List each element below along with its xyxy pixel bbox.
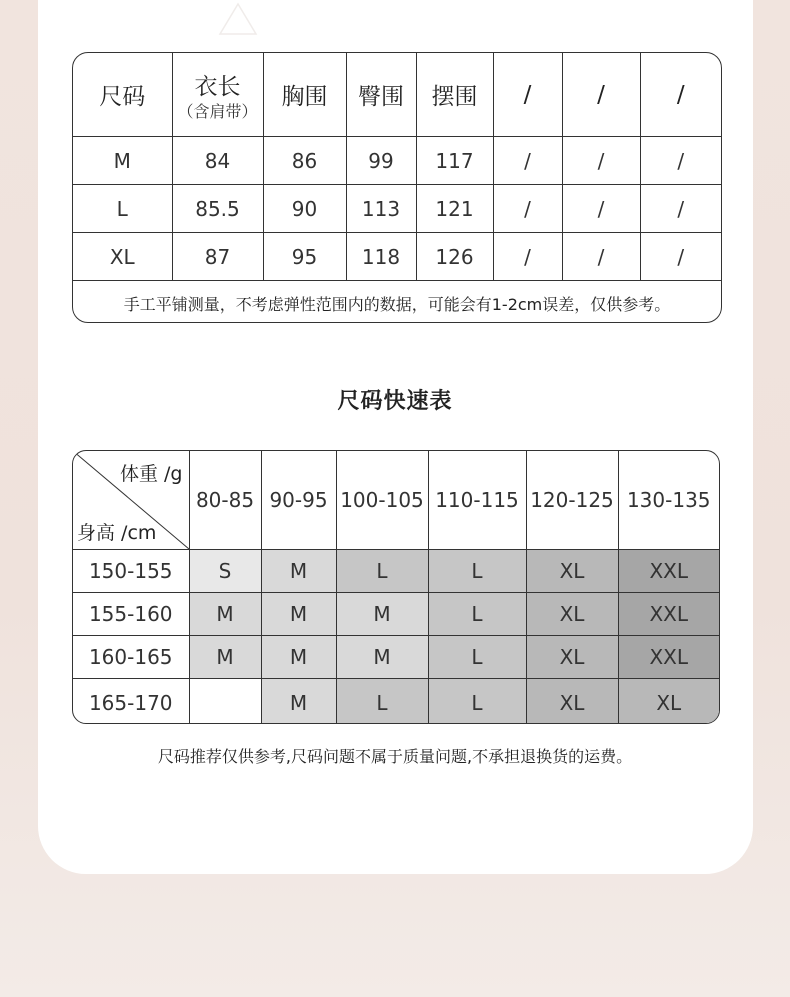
header-length-sub: （含肩带） (177, 101, 258, 121)
cell: / (562, 185, 640, 233)
size-cell: XL (526, 679, 618, 725)
cell: 126 (416, 233, 493, 281)
cell: / (562, 233, 640, 281)
size-cell: XL (526, 593, 618, 636)
header-chest: 胸围 (263, 53, 346, 137)
size-cell: L (336, 550, 428, 593)
header-length: 衣长 （含肩带） (172, 53, 263, 137)
corner-height-label: 身高 /cm (77, 522, 157, 544)
cell: / (562, 137, 640, 185)
cell: 90 (263, 185, 346, 233)
cell: / (493, 137, 562, 185)
cell: XL (73, 233, 172, 281)
table-row (73, 593, 719, 636)
height-cell: 165-170 (73, 679, 189, 725)
quick-header-row (73, 451, 719, 550)
header-empty-2: / (562, 53, 640, 137)
quick-table-note: 尺码推荐仅供参考,尺码问题不属于质量问题,不承担退换货的运费。 (157, 747, 633, 766)
cell: L (73, 185, 172, 233)
cell: 118 (346, 233, 416, 281)
size-cell: M (336, 636, 428, 679)
cell: / (640, 137, 721, 185)
measurement-note: 手工平铺测量，不考虑弹性范围内的数据，可能会有1-2cm误差，仅供参考。 (123, 294, 671, 314)
table-row (73, 233, 721, 281)
size-cell: L (428, 636, 526, 679)
corner-weight-label: 体重 /g (119, 463, 183, 485)
table-row (73, 185, 721, 233)
weight-header: 90-95 (261, 451, 336, 550)
decorative-triangle-icon (218, 0, 258, 36)
size-cell: L (428, 593, 526, 636)
measurement-header-row (73, 53, 721, 137)
size-cell: XXL (618, 593, 719, 636)
cell: 99 (346, 137, 416, 185)
cell: 84 (172, 137, 263, 185)
size-cell: M (189, 593, 261, 636)
size-cell (189, 679, 261, 725)
weight-header: 80-85 (189, 451, 261, 550)
size-cell: M (261, 679, 336, 725)
cell: / (493, 233, 562, 281)
height-cell: 160-165 (73, 636, 189, 679)
measurement-table (72, 52, 722, 323)
weight-header: 110-115 (428, 451, 526, 550)
size-cell: XXL (618, 550, 719, 593)
cell: 85.5 (172, 185, 263, 233)
size-cell: M (336, 593, 428, 636)
size-cell: L (336, 679, 428, 725)
header-size: 尺码 (73, 53, 172, 137)
cell: 95 (263, 233, 346, 281)
cell: 87 (172, 233, 263, 281)
cell: 113 (346, 185, 416, 233)
header-empty-3: / (640, 53, 721, 137)
cell: 117 (416, 137, 493, 185)
size-cell: XL (526, 636, 618, 679)
height-cell: 150-155 (73, 550, 189, 593)
header-hip: 臀围 (346, 53, 416, 137)
table-row (73, 679, 719, 725)
size-cell: M (261, 593, 336, 636)
cell: / (640, 185, 721, 233)
header-hem: 摆围 (416, 53, 493, 137)
cell: M (73, 137, 172, 185)
size-cell: S (189, 550, 261, 593)
quick-table-title: 尺码快速表 (337, 389, 453, 414)
cell: 121 (416, 185, 493, 233)
table-row (73, 550, 719, 593)
size-cell: L (428, 550, 526, 593)
height-cell: 155-160 (73, 593, 189, 636)
corner-cell (73, 451, 189, 550)
size-cell: XL (526, 550, 618, 593)
table-row (73, 137, 721, 185)
cell: / (493, 185, 562, 233)
quick-size-table (72, 450, 720, 724)
table-row (73, 636, 719, 679)
size-cell: XXL (618, 636, 719, 679)
weight-header: 130-135 (618, 451, 719, 550)
cell: / (640, 233, 721, 281)
header-empty-1: / (493, 53, 562, 137)
weight-header: 120-125 (526, 451, 618, 550)
size-cell: M (261, 636, 336, 679)
size-cell: XL (618, 679, 719, 725)
size-cell: M (189, 636, 261, 679)
size-cell: L (428, 679, 526, 725)
size-cell: M (261, 550, 336, 593)
weight-header: 100-105 (336, 451, 428, 550)
cell: 86 (263, 137, 346, 185)
